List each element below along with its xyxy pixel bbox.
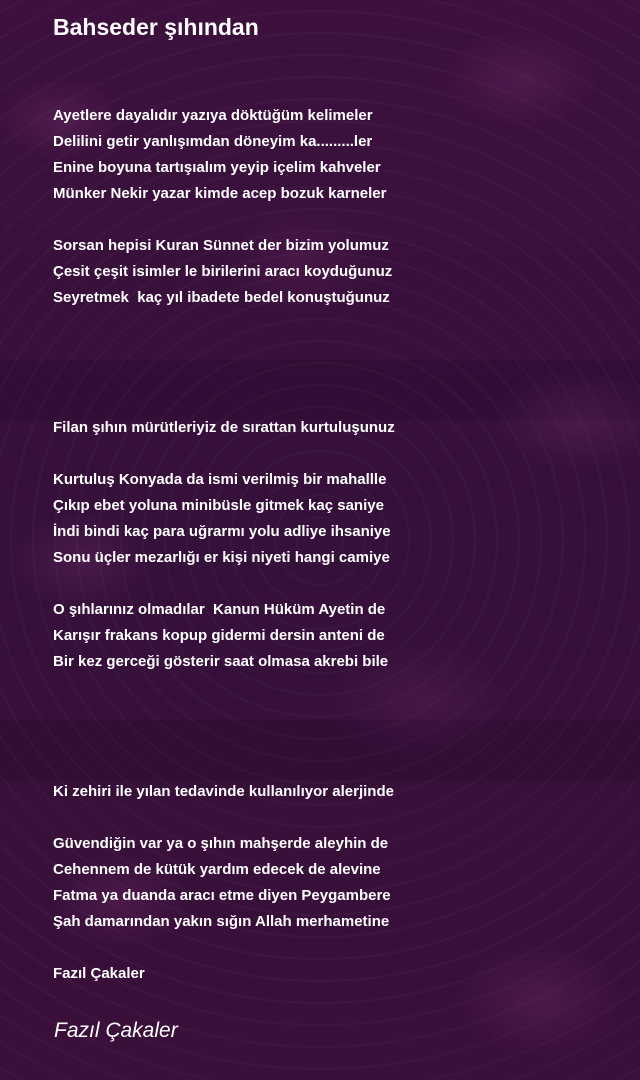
poem-line: Kurtuluş Konyada da ismi verilmiş bir mahallle	[53, 471, 387, 488]
stanza-gap	[53, 805, 623, 831]
stanza-gap	[53, 441, 623, 467]
stanza-gap	[53, 207, 623, 233]
poem-line: Çıkıp ebet yoluna minibüsle gitmek kaç saniye	[53, 497, 384, 514]
stanza-gap	[53, 311, 623, 337]
poem-line: Güvendiğin var ya o şıhın mahşerde aleyhin de	[53, 835, 389, 852]
poem-line: Seyretmek kaç yıl ibadete bedel konuştuğunuz	[53, 289, 390, 306]
stanza-gap	[53, 389, 623, 415]
poem-line: Ayetlere dayalıdır yazıya döktüğüm kelimeler	[53, 107, 373, 124]
stanza-gap	[53, 727, 623, 753]
poem-line: Münker Nekir yazar kimde acep bozuk karneler	[53, 185, 387, 202]
poem-body	[53, 103, 623, 987]
stanza-gap	[53, 701, 623, 727]
poem-line: Ki zehiri ile yılan tedavinde kullanılıyor alerjinde	[53, 783, 394, 800]
poem-line: Karışır frakans kopup gidermi dersin anteni de	[53, 627, 385, 644]
poem-line: Fazıl Çakaler	[53, 965, 145, 982]
poem-line: O şıhlarınız olmadılar Kanun Hüküm Ayetin de	[53, 601, 386, 618]
poem-title: Bahseder şıhından	[53, 14, 259, 40]
stanza-gap	[53, 363, 623, 389]
poem-line: Cehennem de kütük yardım edecek de alevine	[53, 861, 381, 878]
poem-line: Çesit çeşit isimler le birilerini aracı koyduğunuz	[53, 263, 393, 280]
poem-line: Sorsan hepisi Kuran Sünnet der bizim yolumuz	[53, 237, 389, 254]
poem-line: Sonu üçler mezarlığı er kişi niyeti hangi camiye	[53, 549, 390, 566]
poem-line: Filan şıhın mürütleriyiz de sırattan kurtuluşunuz	[53, 419, 395, 436]
stanza-gap	[53, 935, 623, 961]
poem-line: Delilini getir yanlışımdan döneyim ka.........ler	[53, 133, 373, 150]
poem-line: Fatma ya duanda aracı etme diyen Peygambere	[53, 887, 391, 904]
stanza-gap	[53, 571, 623, 597]
stanza-gap	[53, 337, 623, 363]
poem-line: Enine boyuna tartışıalım yeyip içelim kahveler	[53, 159, 381, 176]
stanza-gap	[53, 675, 623, 701]
poem-line: Bir kez gerceği gösterir saat olmasa akrebi bile	[53, 653, 389, 670]
poem-line: İndi bindi kaç para uğrarmı yolu adliye ihsaniye	[53, 523, 391, 540]
poem-author-signature: Fazıl Çakaler	[54, 1019, 178, 1042]
stanza-gap	[53, 753, 623, 779]
poem-line: Şah damarından yakın sığın Allah merhametine	[53, 913, 390, 930]
